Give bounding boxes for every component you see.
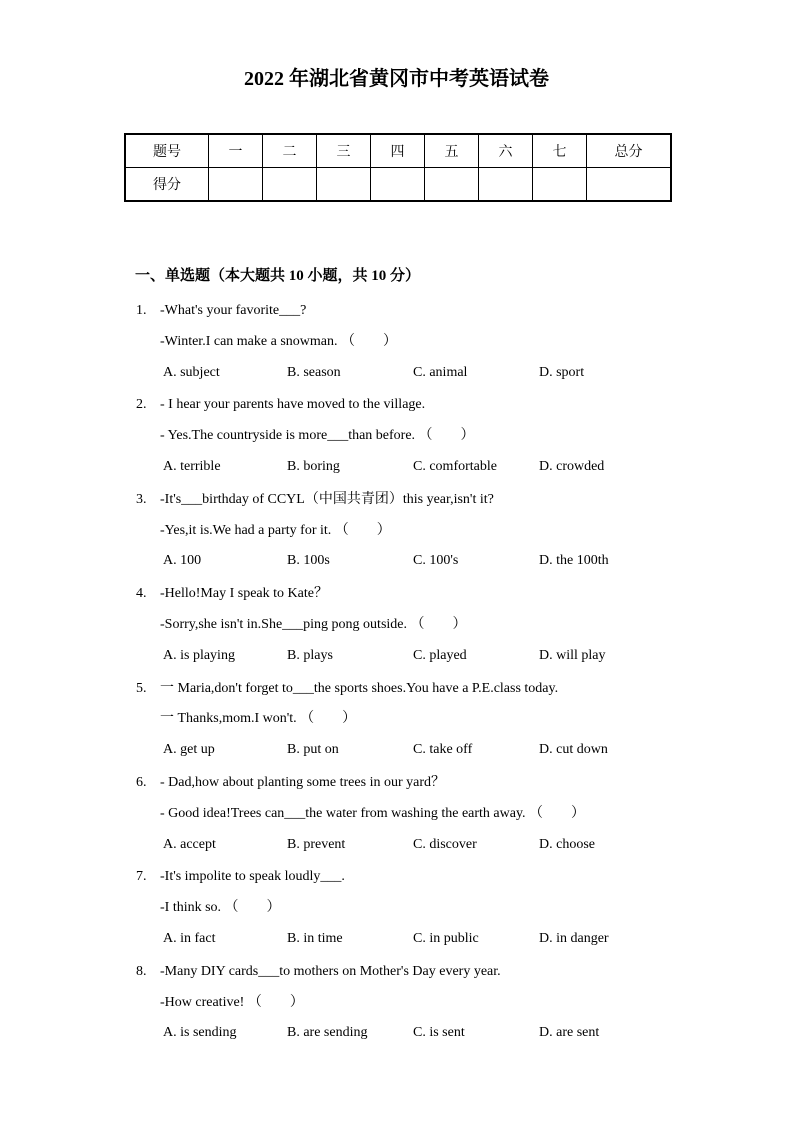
option-c: C. played (413, 647, 467, 663)
option-b: B. plays (287, 647, 333, 663)
question-number: 5. (136, 680, 147, 696)
question-number: 8. (136, 963, 147, 979)
question-line: 一 Thanks,mom.I won't. （ ） (160, 711, 357, 727)
option-a: A. get up (163, 742, 215, 758)
option-a: A. subject (163, 364, 220, 380)
score-cell (533, 168, 587, 202)
question-line: - Yes.The countryside is more___than before. （ ） (160, 428, 475, 444)
question-number: 1. (136, 303, 147, 318)
option-row (163, 452, 704, 483)
question-line: -Winter.I can make a snowman. （ ） (160, 333, 397, 349)
option-a: A. is sending (163, 1025, 237, 1041)
score-table-header-label: 题号 (125, 134, 209, 168)
question-line: - Good idea!Trees can___the water from washing the earth away. （ ） (160, 805, 586, 821)
score-cell (587, 168, 672, 202)
option-d: D. in danger (539, 930, 609, 946)
option-row (163, 830, 704, 861)
question-item (124, 296, 704, 388)
question-line: -Sorry,she isn't in.She___ping pong outside. （ ） (160, 616, 467, 632)
option-b: B. season (287, 364, 341, 380)
option-b: B. in time (287, 930, 343, 946)
score-col-header: 二 (263, 134, 317, 168)
question-line: -I think so. （ ） (160, 900, 281, 916)
option-a: A. in fact (163, 930, 216, 946)
option-b: B. are sending (287, 1025, 368, 1041)
page-title: 2022 年湖北省黄冈市中考英语试卷 (244, 68, 549, 90)
question-item (124, 957, 704, 1049)
score-table-score-label: 得分 (125, 168, 209, 202)
section-heading: 一、单选题（本大题共 10 小题，共 10 分） (135, 268, 421, 284)
option-b: B. boring (287, 458, 340, 474)
option-c: C. comfortable (413, 458, 497, 474)
option-c: C. take off (413, 742, 473, 758)
option-d: D. crowded (539, 458, 605, 474)
option-c: C. is sent (413, 1025, 465, 1041)
option-a: A. 100 (163, 553, 202, 569)
option-d: D. will play (539, 647, 606, 663)
option-c: C. 100's (413, 553, 459, 569)
option-d: D. the 100th (539, 553, 609, 569)
question-item (124, 768, 704, 860)
option-d: D. cut down (539, 742, 608, 758)
option-a: A. is playing (163, 647, 235, 663)
question-line: -Yes,it is.We had a party for it. （ ） (160, 522, 391, 538)
question-line: -It's___birthday of CCYL（中国共青团）this year,isn't it? (160, 491, 494, 507)
option-row (163, 546, 704, 577)
question-line: -It's impolite to speak loudly___. (160, 869, 345, 885)
question-line: -Many DIY cards___to mothers on Mother's Day every year. (160, 963, 501, 979)
score-cell (263, 168, 317, 202)
score-cell (209, 168, 263, 202)
question-line: - Dad,how about planting some trees in our yard？ (160, 774, 445, 790)
option-row (163, 924, 704, 955)
question-number: 2. (136, 397, 147, 413)
option-b: B. put on (287, 742, 339, 758)
question-list (124, 296, 704, 1051)
option-d: D. sport (539, 364, 585, 380)
score-table-body (125, 134, 671, 201)
question-number: 7. (136, 869, 147, 885)
score-col-header: 一 (209, 134, 263, 168)
question-number: 6. (136, 774, 147, 790)
question-number: 3. (136, 491, 147, 507)
option-b: B. 100s (287, 553, 330, 569)
question-line: 一 Maria,don't forget to___the sports shoes.You have a P.E.class today. (160, 680, 559, 696)
option-d: D. choose (539, 836, 595, 852)
option-row (163, 358, 704, 389)
option-a: A. accept (163, 836, 216, 852)
score-col-header: 三 (317, 134, 371, 168)
score-col-header: 六 (479, 134, 533, 168)
score-table-header-row (125, 134, 671, 168)
question-line: -What's your favorite___? (160, 303, 307, 318)
score-table-score-row (125, 168, 671, 202)
score-col-header: 七 (533, 134, 587, 168)
question-item (124, 862, 704, 954)
question-item (124, 674, 704, 766)
score-cell (479, 168, 533, 202)
question-item (124, 485, 704, 577)
question-item (124, 579, 704, 671)
score-col-header: 五 (425, 134, 479, 168)
option-d: D. are sent (539, 1025, 600, 1041)
option-row (163, 735, 704, 766)
score-cell (371, 168, 425, 202)
question-number: 4. (136, 586, 147, 602)
score-table (124, 133, 672, 202)
option-a: A. terrible (163, 458, 221, 474)
option-c: C. discover (413, 836, 477, 852)
option-row (163, 1018, 704, 1049)
question-line: -Hello!May I speak to Kate？ (160, 586, 328, 602)
score-col-header: 四 (371, 134, 425, 168)
option-row (163, 641, 704, 672)
score-col-header: 总分 (587, 134, 672, 168)
option-c: C. in public (413, 930, 479, 946)
question-line: - I hear your parents have moved to the village. (160, 397, 426, 413)
question-item (124, 390, 704, 482)
score-cell (317, 168, 371, 202)
option-c: C. animal (413, 364, 468, 380)
option-b: B. prevent (287, 836, 346, 852)
question-line: -How creative! （ ） (160, 994, 304, 1010)
score-cell (425, 168, 479, 202)
